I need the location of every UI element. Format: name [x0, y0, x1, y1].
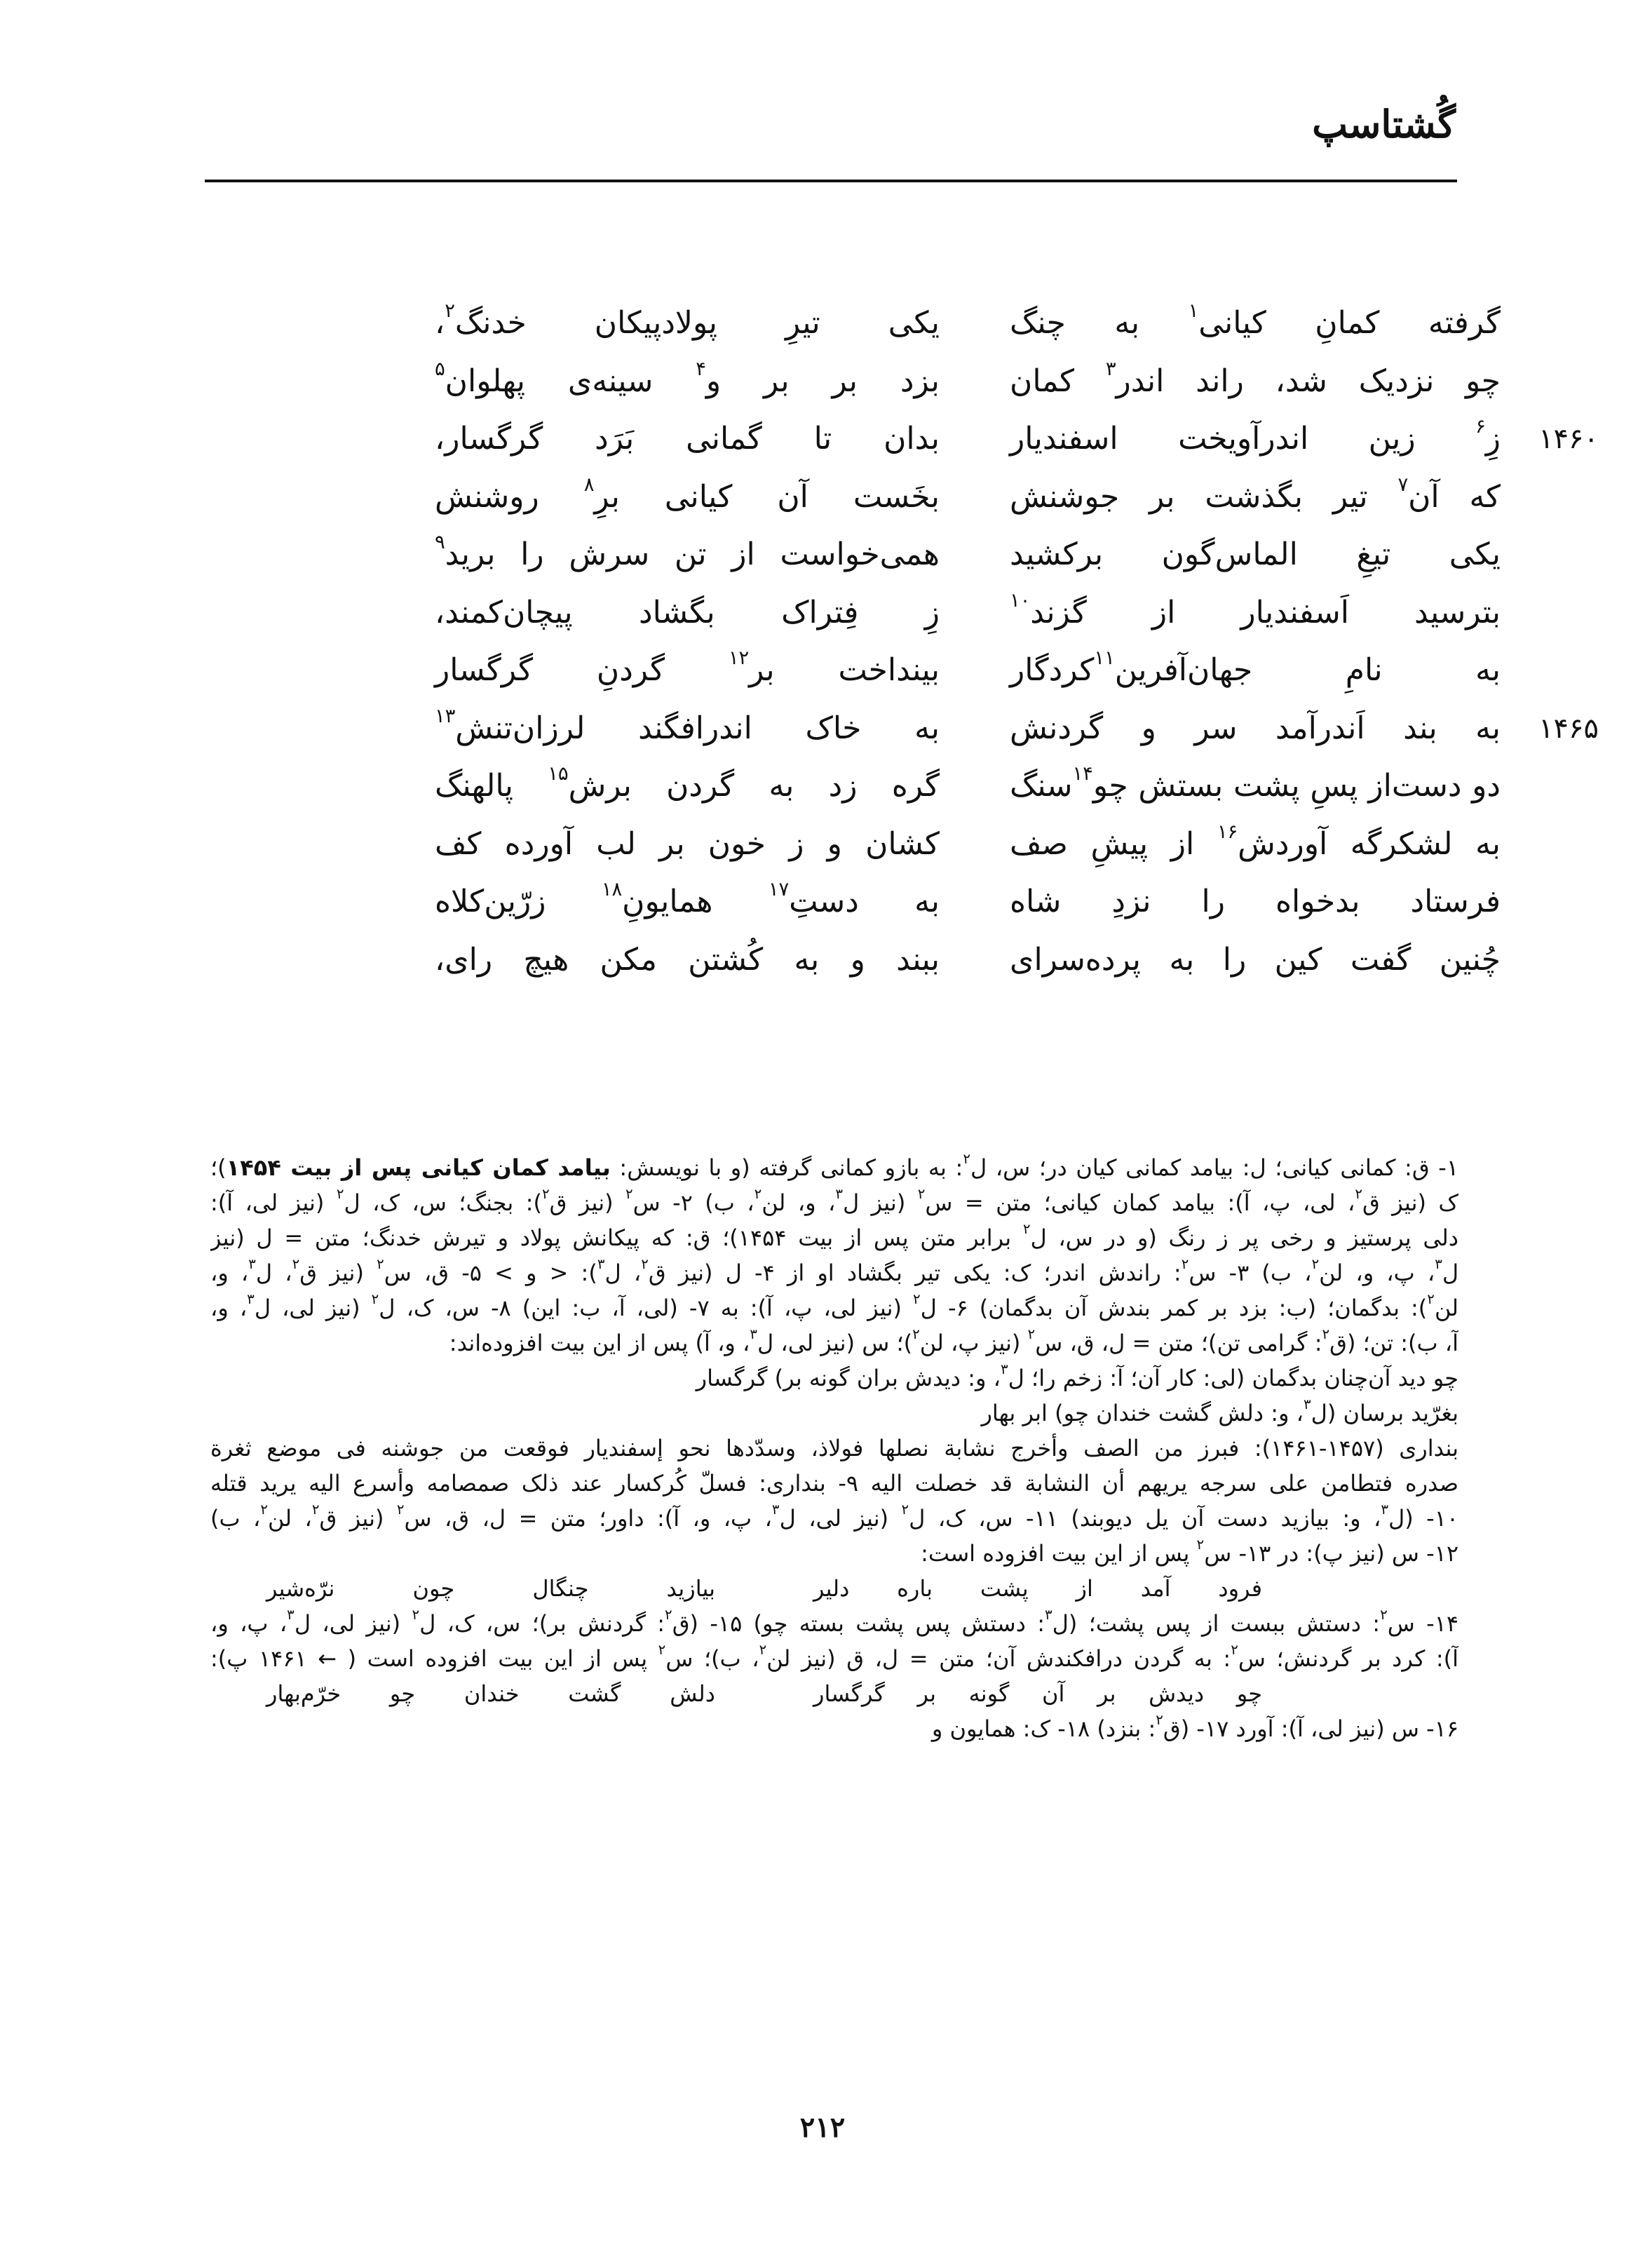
text-run: فرستاد بدخواه را نزدِ شاه [1010, 884, 1501, 920]
manuscript-footnote-ref: ۲ [1027, 1326, 1036, 1343]
text-run: چو نزدیک شد، راند اندر [1116, 363, 1501, 399]
text-run: زین اندرآویخت اسفندیار [1010, 421, 1476, 457]
manuscript-footnote-ref: ۴ [696, 358, 706, 380]
footnote-line [210, 1185, 1458, 1220]
manuscript-footnote-ref: ۲ [754, 1186, 762, 1203]
text-run: ، و، آ) پس از این بیت افزوده‌اند: [449, 1330, 750, 1356]
text-run: ، [435, 305, 445, 342]
manuscript-footnote-ref: ۹ [435, 532, 445, 554]
text-run: (نیز ق [549, 1189, 626, 1216]
footnote-line [210, 1606, 1458, 1641]
manuscript-footnote-ref: ۲ [311, 1501, 320, 1518]
manuscript-footnote-ref: ۱۴ [1072, 763, 1093, 785]
manuscript-footnote-ref: ۲ [1355, 1186, 1363, 1203]
manuscript-footnote-ref: ۲ [912, 1326, 920, 1343]
header-rule [205, 180, 1457, 182]
couplet [295, 584, 1501, 642]
hemistich-second [435, 358, 940, 399]
manuscript-footnote-ref: ۱۳ [435, 705, 456, 727]
text-run: ، و: بیازید دست آن یل دیوبند) ۱۱- س، ک، ل [909, 1505, 1381, 1532]
text-run: : راندش اندر؛ ک: یکی تیر بگشاد او از ۴- ل (نیز ق [648, 1260, 1182, 1286]
text-run: ببند و به کُشتن مکن هیچ رای، [435, 941, 940, 978]
text-run: ، و، [210, 1260, 249, 1286]
text-run: کردگار [1010, 652, 1095, 689]
text-run: ): بدگمان؛ (ب: بزد بر کمر بندش آن بدگمان) ۶- ل [920, 1295, 1428, 1321]
text-run: : به بازو کمانی گرفته (و با نویسش: [610, 1154, 963, 1181]
couplet [295, 873, 1501, 931]
manuscript-footnote-ref: ۲ [658, 1642, 666, 1659]
hemistich-second [435, 594, 940, 630]
manuscript-footnote-ref: ۲ [336, 1186, 344, 1203]
text-run: چُنین گفت کین را به پرده‌سرای [1010, 941, 1501, 978]
hemistich-first [1010, 884, 1501, 920]
text-run: کمان [1010, 363, 1106, 399]
text-run: (نیز لی، پ، آ): به ۷- (لی، آ، ب: این) ۸- س، ک، ل [379, 1295, 913, 1321]
hemistich-second [435, 879, 940, 920]
manuscript-footnote-ref: ۲ [371, 1291, 379, 1308]
text-run: ۱۴- س [1387, 1610, 1458, 1637]
text-run: : گرامی تن)؛ متن = ل، ق، س [1035, 1330, 1322, 1356]
text-run: به لشکرگه آوردش [1238, 825, 1501, 862]
couplet [295, 816, 1501, 874]
text-run: ، پ، و، لن [1319, 1260, 1435, 1286]
hemistich-first [1010, 941, 1501, 978]
text-run: بغرّید برسان (ل [1311, 1400, 1458, 1426]
text-run: ، پ، و، آ): داور؛ متن = ل، ق، س [404, 1505, 772, 1532]
hemistich-second [435, 473, 940, 515]
hemistich-first [1010, 763, 1501, 804]
text-run: پس از این بیت افزوده است ( ← ۱۴۶۱ پ): [210, 1645, 658, 1672]
couplet [295, 700, 1599, 758]
manuscript-footnote-ref: ۸ [583, 473, 595, 496]
text-run: گره زد به گردن برش [568, 768, 940, 804]
text-run: به بند اَندرآمد سر و گردنش [1010, 710, 1501, 746]
text-run: زِ [1485, 421, 1501, 457]
hemistich-second [435, 421, 940, 457]
manuscript-footnote-ref: ۱۵ [548, 763, 569, 785]
hemistich-first [1010, 416, 1501, 457]
hemistich-first [1010, 300, 1501, 342]
footnote-line [210, 1255, 1458, 1290]
manuscript-footnote-ref: ۲ [1181, 1256, 1189, 1273]
text-run: ، ب) [210, 1505, 261, 1532]
hemistich-first [1010, 473, 1501, 515]
couplet [295, 757, 1501, 816]
text-run: (نیز لی، ل [294, 1610, 412, 1637]
hemistich-second [435, 532, 940, 573]
hemistich-first [1010, 589, 1501, 630]
text-run: تیر بگذشت بر جوشنش [1010, 478, 1398, 515]
manuscript-footnote-ref: ۲ [1156, 1712, 1163, 1729]
text-run: زرّین‌کلاه [435, 884, 602, 920]
text-run: که آن [1408, 478, 1501, 515]
couplet [295, 468, 1501, 527]
couplet [295, 526, 1501, 584]
manuscript-footnote-ref: ۳ [247, 1291, 255, 1308]
manuscript-footnote-ref: ۲ [1231, 1642, 1238, 1659]
text-run: آ): کرد بر گردنش؛ س [1238, 1645, 1458, 1672]
text-run: سینه‌ی پهلوان [445, 363, 696, 399]
manuscript-footnote-ref: ۲ [260, 1501, 269, 1518]
footnote-line [210, 1290, 1458, 1325]
manuscript-footnote-ref: ۲ [542, 1186, 550, 1203]
manuscript-footnote-ref: ۱۶ [1217, 821, 1238, 843]
text-run: : گردنش بر)؛ س، ک، ل [419, 1610, 665, 1637]
hemistich-first [1010, 647, 1501, 689]
footnote-added-couplet [210, 1676, 1458, 1711]
text-run: پس از این بیت افزوده است: [921, 1540, 1197, 1567]
text-run: ۱۶- س (نیز لی، آ): آورد ۱۷- (ق [1163, 1715, 1458, 1742]
page-number: ۲۱۲ [799, 2111, 846, 2144]
text-run: ۱- ق: کمانی کیانی؛ ل: بیامد کمانی کیان در؛ س، ل [970, 1154, 1458, 1181]
footnote-added-couplet [210, 1571, 1458, 1606]
manuscript-footnote-ref: ۱۷ [768, 879, 790, 901]
text-run: بیامد کمان کیانی پس از بیت ۱۴۵۴ [226, 1154, 611, 1181]
footnote-line [210, 1396, 1458, 1431]
hemistich-second [435, 705, 940, 746]
footnotes [210, 1150, 1458, 1746]
text-run: ، و: دیدش بران گونه بر) گرگسار [696, 1365, 1001, 1391]
text-run: (نیز ل [842, 1189, 918, 1216]
text-run: ، لی، پ، آ): بیامد کمان کیانی؛ متن = س [925, 1189, 1355, 1216]
manuscript-footnote-ref: ۲ [1427, 1291, 1435, 1308]
text-run: به چنگ [1010, 305, 1189, 342]
hemistich-first: چو دیدش بر آن گونه بر گرگسار [813, 1680, 1262, 1707]
hemistich-first [1010, 821, 1501, 862]
text-run: چو دید آن‌چنان بدگمان (لی: کار آن؛ آ: زخم را؛ ل [1008, 1365, 1458, 1391]
manuscript-footnote-ref: ۲ [917, 1186, 926, 1203]
text-run: (نیز لی، آ): [210, 1189, 337, 1216]
text-run: ، و، لن [761, 1189, 836, 1216]
manuscript-footnote-ref: ۳ [1105, 358, 1116, 380]
text-run: صدره فتطامن علی سرجه یریهم أن النشابة قد خصلت الیه ۹- بنداری: فسلّ کُرکسار عند ذلک صمصامه وأسرع الیه یرید قتله [210, 1470, 1458, 1497]
hemistich-first [1010, 710, 1501, 746]
footnote-line [210, 1641, 1458, 1676]
text-run: همی‌خواست از تن سرش را برید [445, 536, 940, 573]
text-run: (نیز ق [319, 1505, 397, 1532]
text-run: ۱۲- س (نیز پ): در ۱۳- س [1204, 1540, 1458, 1567]
text-run: ، ب) ۲- س [632, 1189, 754, 1216]
footnote-line [210, 1325, 1458, 1361]
text-run: به دستِ [789, 884, 940, 920]
text-run: زِ فِتراک بگشاد پیچان‌کمند، [435, 594, 940, 630]
text-run: ک (نیز ق [1362, 1189, 1458, 1216]
manuscript-footnote-ref: ۷ [1397, 473, 1409, 496]
manuscript-footnote-ref: ۵ [435, 358, 445, 380]
manuscript-footnote-ref: ۱۱ [1094, 647, 1115, 670]
text-run: ): < و > ۵- ق، س [384, 1260, 597, 1286]
text-run: ، ب)؛ س [665, 1645, 759, 1672]
text-run: بخَست آن کیانی برِ [594, 478, 940, 515]
footnote-line [210, 1220, 1458, 1255]
footnote-line [210, 1150, 1458, 1185]
hemistich-second [435, 300, 940, 342]
text-run: بترسید اَسفندیار از گزند [1030, 594, 1501, 630]
manuscript-footnote-ref: ۲ [1380, 1607, 1388, 1624]
text-run: به خاک اندرافگند لرزان‌تنش [455, 710, 940, 746]
manuscript-footnote-ref: ۳ [835, 1186, 843, 1203]
text-run: بزد بر بر و [705, 363, 940, 399]
hemistich-first [1010, 358, 1501, 399]
text-run: ، ل [255, 1260, 292, 1286]
manuscript-footnote-ref: ۳ [1044, 1607, 1052, 1624]
hemistich-second: بیازید چنگال چون نرّه‌شیر [266, 1575, 715, 1602]
hemistich-first [1010, 536, 1501, 573]
hemistich-first: فرود آمد از پشت باره دلیر [813, 1575, 1262, 1602]
hemistich-second [435, 941, 940, 978]
manuscript-footnote-ref: ۲ [665, 1607, 672, 1624]
manuscript-footnote-ref: ۱۸ [601, 879, 623, 901]
text-run: (نیز لی، ل [254, 1295, 372, 1321]
text-run: ، و، [210, 1295, 248, 1321]
verse-block [295, 295, 1599, 989]
text-run: : دستش ببست از پس پشت؛ (ل [1052, 1610, 1381, 1637]
verse-number: ۱۴۶۰ [1538, 423, 1599, 456]
text-run: یکی تیغِ الماس‌گون برکشید [1010, 536, 1501, 573]
text-run: ، ل [604, 1260, 642, 1286]
text-run: برابر متن پس از بیت ۱۴۵۴)؛ ق: که پیکانش پولاد و تیرش خدنگ؛ متن = ل (نیز [210, 1224, 1023, 1251]
text-run: (نیز لی، ل [779, 1505, 902, 1532]
text-run: از پیشِ صف [1010, 825, 1217, 862]
manuscript-footnote-ref: ۳ [248, 1256, 256, 1273]
couplet [295, 642, 1501, 700]
text-run: گردنِ گرگسار [435, 652, 729, 689]
manuscript-footnote-ref: ۲ [292, 1256, 300, 1273]
text-run: ل [1442, 1260, 1458, 1286]
couplet [295, 353, 1501, 411]
text-run: یکی تیرِ پولادپیکان خدنگ [454, 305, 940, 342]
manuscript-footnote-ref: ۳ [1000, 1361, 1008, 1378]
couplet [295, 410, 1599, 468]
manuscript-footnote-ref: ۲ [963, 1151, 970, 1168]
text-run: روشنش [435, 478, 584, 515]
manuscript-footnote-ref: ۶ [1475, 416, 1486, 438]
text-run: (نیز ق [299, 1260, 377, 1286]
manuscript-footnote-ref: ۳ [750, 1326, 757, 1343]
hemistich-second [435, 647, 940, 689]
text-run: : بنزد) ۱۸- ک: همایون و [931, 1715, 1156, 1742]
text-run: ، و: دلش گشت خندان چو) ابر بهار [981, 1400, 1304, 1426]
manuscript-footnote-ref: ۲ [641, 1256, 649, 1273]
text-run: : دستش پس پشت بسته چو) ۱۵- (ق [672, 1610, 1045, 1637]
verse-number: ۱۴۶۵ [1538, 712, 1599, 745]
text-run: لن [1434, 1295, 1458, 1321]
manuscript-footnote-ref: ۲ [396, 1501, 405, 1518]
text-run: به نامِ جهان‌آفرین [1114, 652, 1501, 689]
manuscript-footnote-ref: ۳ [1435, 1256, 1442, 1273]
text-run: دلی پرستیز و رخی پر ز رنگ (و در س، ل [1030, 1224, 1458, 1251]
manuscript-footnote-ref: ۲ [901, 1501, 909, 1518]
text-run: کشان و ز خون بر لب آورده کف [435, 825, 940, 862]
text-run: پالهنگ [435, 768, 548, 804]
footnote-line [210, 1466, 1458, 1501]
manuscript-footnote-ref: ۲ [1322, 1326, 1330, 1343]
manuscript-footnote-ref: ۳ [597, 1256, 605, 1273]
footnote-line [210, 1361, 1458, 1396]
text-run: )؛ [210, 1154, 226, 1181]
manuscript-footnote-ref: ۳ [1381, 1501, 1389, 1518]
manuscript-footnote-ref: ۳ [1303, 1396, 1311, 1413]
text-run: ، ب) ۳- س [1189, 1260, 1312, 1286]
text-run: بنداری (۱۴۵۷-۱۴۶۱): فبرز من الصف وأخرج نشابة نصلها فولاذ، وسدّدها نحو إسفندیار فوقعت من جوشنه فی موضع ثغرة [210, 1435, 1458, 1462]
manuscript-footnote-ref: ۲ [412, 1607, 420, 1624]
footnote-line [210, 1501, 1458, 1536]
running-head-title: گُشتاسپ [1312, 102, 1456, 147]
text-run: ۱۰- (ل [1388, 1505, 1458, 1532]
text-run: (نیز پ، لن [919, 1330, 1028, 1356]
couplet [295, 295, 1501, 353]
hemistich-second [435, 825, 940, 862]
manuscript-footnote-ref: ۱۲ [728, 647, 750, 670]
manuscript-footnote-ref: ۲ [759, 1642, 767, 1659]
text-run: دو دست‌از پسِ پشت بستش چو [1092, 768, 1501, 804]
footnote-line [210, 1711, 1458, 1746]
text-run: ، پ، و، [210, 1610, 287, 1637]
hemistich-second: دلش گشت خندان چو خرّم‌بهار [266, 1680, 715, 1707]
text-run: ): بجنگ؛ س، ک، ل [344, 1189, 543, 1216]
manuscript-footnote-ref: ۲ [1022, 1221, 1031, 1238]
text-run: : به گردن درافکندش آن؛ متن = ل، ق (نیز لن [766, 1645, 1231, 1672]
text-run: سنگ [1010, 768, 1073, 804]
hemistich-second [435, 763, 940, 804]
manuscript-footnote-ref: ۱ [1188, 300, 1199, 323]
text-run: بینداخت بر [749, 652, 940, 689]
text-run: )؛ س (نیز لی، ل [757, 1330, 913, 1356]
footnote-line [210, 1431, 1458, 1466]
footnote-line [210, 1536, 1458, 1571]
manuscript-footnote-ref: ۲ [1311, 1256, 1320, 1273]
manuscript-footnote-ref: ۳ [287, 1607, 295, 1624]
manuscript-footnote-ref: ۲ [1196, 1537, 1205, 1553]
manuscript-footnote-ref: ۲ [377, 1256, 384, 1273]
manuscript-footnote-ref: ۱۰ [1010, 589, 1031, 612]
text-run: گرفته کمانِ کیانی [1198, 305, 1501, 342]
text-run: همایونِ [622, 884, 769, 920]
manuscript-footnote-ref: ۲ [625, 1186, 633, 1203]
text-run: آ، ب): تن؛ (ق [1329, 1330, 1458, 1356]
text-run: ، لن [268, 1505, 312, 1532]
manuscript-footnote-ref: ۲ [445, 300, 455, 323]
couplet [295, 931, 1501, 990]
text-run: بدان تا گمانی بَرَد گرگسار، [435, 421, 940, 457]
manuscript-footnote-ref: ۳ [771, 1501, 780, 1518]
manuscript-footnote-ref: ۲ [913, 1291, 921, 1308]
